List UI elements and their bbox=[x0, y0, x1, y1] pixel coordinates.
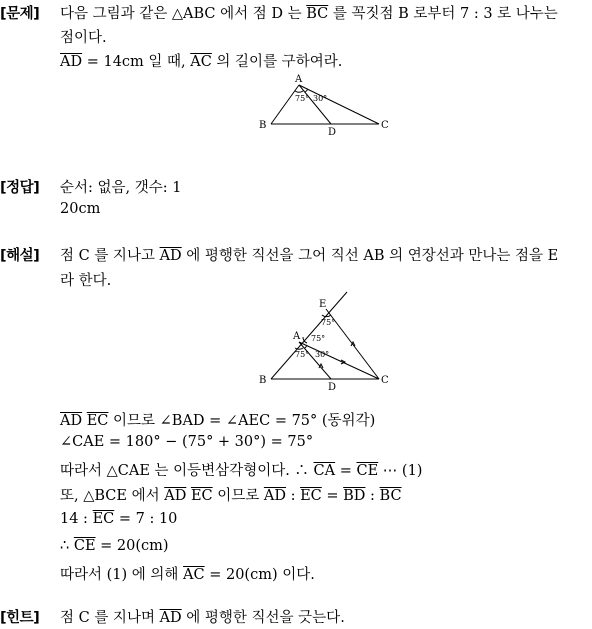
text: 따라서 (1) 에 의해 bbox=[60, 567, 184, 583]
text: = bbox=[321, 488, 344, 504]
segment-ad-line bbox=[299, 85, 331, 124]
segment-ad: $\overline{AD}$ bbox=[159, 248, 182, 264]
problem-tag: [문제] bbox=[0, 6, 40, 22]
label-a: A bbox=[293, 331, 301, 342]
label-e: E bbox=[319, 299, 327, 310]
angle-label-30: 30° bbox=[315, 350, 330, 359]
text: 의 길이를 구하여라. bbox=[211, 54, 343, 70]
solution-tag: [해설] bbox=[0, 248, 40, 264]
text: ∴ bbox=[60, 538, 74, 554]
problem-line-1 bbox=[60, 2, 558, 23]
text: 에 평행한 직선을 긋는다. bbox=[181, 610, 345, 626]
angle-label-a: 75° bbox=[311, 334, 326, 343]
answer-value: 20cm bbox=[60, 201, 101, 217]
text: = 14cm 일 때, bbox=[82, 54, 191, 70]
label-a: A bbox=[295, 74, 303, 85]
segment-ce: $\overline{CE}$ bbox=[356, 463, 379, 479]
problem-line-2: 점이다. bbox=[60, 30, 107, 46]
solution-step-4 bbox=[60, 484, 402, 505]
solution-line-2: 라 한다. bbox=[60, 273, 112, 289]
text: ⋯ (1) bbox=[378, 463, 423, 479]
solution-step-6 bbox=[60, 538, 169, 554]
segment-ca: $\overline{CA}$ bbox=[313, 463, 336, 479]
text: = 20(cm) 이다. bbox=[204, 567, 315, 583]
text: 에 평행한 직선을 그어 직선 AB 의 연장선과 만나는 점을 E bbox=[181, 248, 559, 264]
label-d: D bbox=[328, 127, 337, 136]
label-c: C bbox=[381, 120, 389, 131]
triangle-figure-1 bbox=[255, 72, 395, 136]
segment-ec: $\overline{EC}$ bbox=[300, 488, 322, 504]
segment-ac-line bbox=[299, 342, 379, 379]
text: 다음 그림과 같은 △ABC 에서 점 D 는 bbox=[60, 6, 307, 22]
text: = 7 : 10 bbox=[114, 511, 178, 527]
label-c: C bbox=[381, 375, 389, 386]
answer-tag: [정답] bbox=[0, 180, 40, 196]
hint-tag: [힌트] bbox=[0, 610, 40, 626]
segment-ad: $\overline{AD}$ bbox=[263, 488, 286, 504]
segment-ac: $\overline{AC}$ bbox=[190, 54, 212, 70]
label-d: D bbox=[328, 382, 337, 390]
text: 점 C 를 지나고 bbox=[60, 248, 160, 264]
text: = bbox=[335, 463, 357, 479]
text: 또, △BCE 에서 bbox=[60, 488, 165, 504]
text: 이므로 ∠BAD = ∠AEC = 75° (동위각) bbox=[108, 413, 376, 429]
angle-label-75: 75° bbox=[295, 350, 310, 359]
segment-ab-line bbox=[271, 85, 299, 124]
problem-line-3 bbox=[60, 50, 342, 71]
hint-line-1 bbox=[60, 606, 345, 627]
text: 점 C 를 지나며 bbox=[60, 610, 160, 626]
segment-ad-line bbox=[299, 342, 331, 379]
segment-bd: $\overline{BD}$ bbox=[343, 488, 366, 504]
answer-info: 순서: 없음, 갯수: 1 bbox=[60, 180, 182, 196]
segment-be-line bbox=[271, 292, 347, 379]
text: 14 : bbox=[60, 511, 93, 527]
solution-step-2: ∠CAE = 180° − (75° + 30°) = 75° bbox=[60, 434, 314, 450]
text: : bbox=[285, 488, 301, 504]
segment-ec: $\overline{EC}$ bbox=[86, 413, 109, 429]
text: 이므로 bbox=[212, 488, 264, 504]
segment-ad: $\overline{AD}$ bbox=[164, 488, 187, 504]
angle-arc-1 bbox=[295, 91, 303, 92]
triangle-figure-2 bbox=[255, 290, 395, 390]
segment-ad: $\overline{AD}$ bbox=[60, 413, 83, 429]
angle-arc-2 bbox=[305, 89, 308, 92]
segment-ac: $\overline{AC}$ bbox=[183, 567, 205, 583]
segment-ec: $\overline{EC}$ bbox=[92, 511, 115, 527]
label-b: B bbox=[259, 120, 267, 131]
solution-step-1 bbox=[60, 409, 375, 430]
angle-label-75: 75° bbox=[295, 94, 310, 103]
segment-bc: $\overline{BC}$ bbox=[379, 488, 402, 504]
solution-step-3 bbox=[60, 459, 422, 480]
solution-step-7 bbox=[60, 563, 315, 584]
text: : bbox=[365, 488, 380, 504]
segment-bc: $\overline{BC}$ bbox=[306, 6, 329, 22]
segment-ac-line bbox=[299, 85, 379, 124]
text: 를 꼭짓점 B 로부터 7 : 3 로 나누는 bbox=[328, 6, 558, 22]
angle-label-e: 75° bbox=[321, 318, 336, 327]
angle-label-30: 30° bbox=[313, 94, 328, 103]
text: = 20(cm) bbox=[95, 538, 169, 554]
text: 따라서 △CAE 는 이등변삼각형이다. ∴ bbox=[60, 463, 314, 479]
solution-step-5 bbox=[60, 511, 177, 527]
segment-ad: $\overline{AD}$ bbox=[159, 610, 182, 626]
label-b: B bbox=[259, 375, 267, 386]
segment-ec: $\overline{EC}$ bbox=[190, 488, 213, 504]
solution-line-1 bbox=[60, 244, 558, 265]
segment-ce: $\overline{CE}$ bbox=[73, 538, 96, 554]
segment-ad: $\overline{AD}$ bbox=[60, 54, 83, 70]
